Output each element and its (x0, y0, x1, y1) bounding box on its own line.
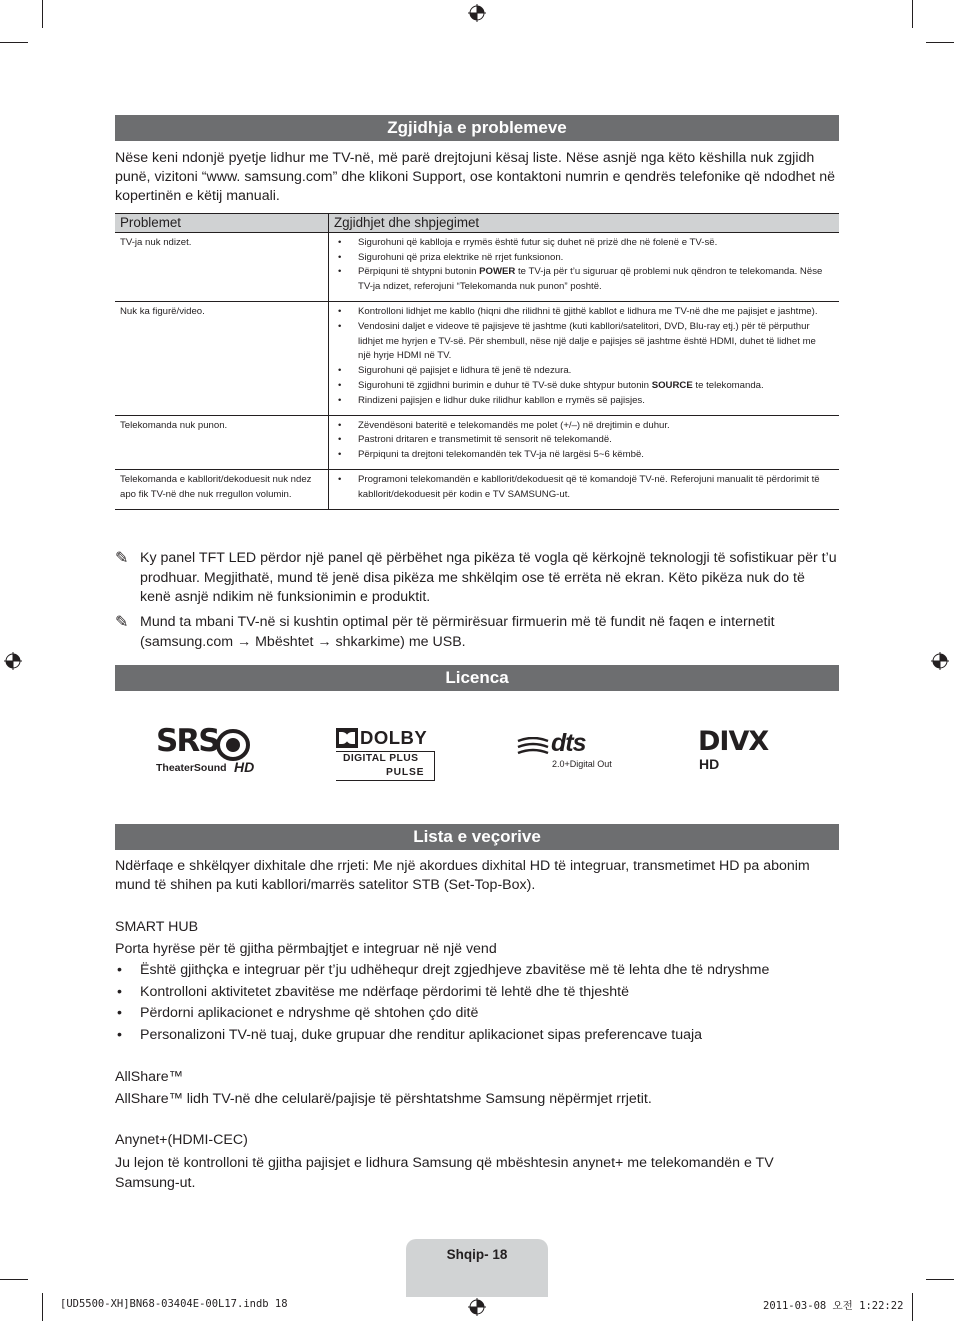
solution-text: Programoni telekomandën e kabllorit/dekoduesit që të komandojë TV-në. Referojuni manualit të përdorimit të kabllorit/dekoduesit për kodin e TV SAMSUNG-ut. (358, 473, 820, 500)
list-item (337, 379, 829, 394)
page-number: Shqip- 18 (446, 1247, 508, 1262)
list-item (337, 433, 829, 448)
dolby-pulse-text: PULSE (386, 767, 425, 778)
dolby-double-d-icon (336, 728, 358, 748)
solutions-cell (329, 232, 840, 301)
solutions-list (337, 473, 829, 503)
divx-hd-text: HD (699, 756, 720, 772)
crop-mark (0, 42, 28, 43)
solution-text: Sigurohuni të zgjidhni burimin e duhur të TV-së duke shtypur butonin (358, 379, 652, 391)
list-item (337, 305, 829, 320)
solution-text: Vendosini daljet e videove të pajisjeve të jashtme (kuti kabllori/satelitori, DVD, Blu-ray etj.) për të përputhur lidhjet me hyrjen e TV-së. Për shembull, nëse një dalje e pajisjes së jashtme është HDMI, duhet të lidhet me një hyrje HDMI në TV. (358, 320, 816, 362)
registration-mark-icon (468, 4, 486, 22)
allshare-description: AllShare™ lidh TV-në dhe celularë/pajisje të përshtatshme Samsung nëpërmjet rrjetit. (115, 1091, 652, 1107)
pencil-note-icon: ✎ (115, 550, 129, 567)
solution-text: Përpiquni të shtypni butonin (358, 266, 480, 278)
troubleshooting-table (115, 213, 839, 510)
solution-text: Pastroni dritaren e transmetimit të sensorit në telekomandë. (358, 434, 612, 446)
dts-waves-icon (516, 737, 550, 757)
footer-file-info: [UD5500-XH]BN68-03404E-00L17.indb 18 (60, 1298, 288, 1310)
solution-text: te telekomanda. (692, 379, 764, 391)
list-item (337, 236, 829, 251)
solutions-cell (329, 469, 840, 509)
solution-text: Rindizeni pajisjen e lidhur duke rilidhur kabllon e rrymës së pajisjes. (358, 394, 645, 406)
list-item: • Kontrolloni aktivitetet zbavitëse me ndërfaqe përdorimi të lehtë dhe të thjeshtë (115, 984, 839, 1006)
remote-key-name: POWER (479, 266, 516, 278)
dolby-digital-plus-box (336, 751, 435, 781)
table-header-row (115, 214, 839, 233)
crop-mark (912, 0, 913, 28)
table-row (115, 469, 839, 509)
dolby-digital-plus-text: DIGITAL PLUS (343, 753, 419, 764)
features-intro: Ndërfaqe e shkëlqyer dixhitale dhe rrjeti: Me një akordues dixhital HD të integruar, transmetimet HD pa abonim mund të shihen pa kuti kabllori/marrës satelitor STB (Set-Top-Box). (115, 858, 810, 893)
problem-cell: TV-ja nuk ndizet. (115, 232, 329, 301)
solution-text: Përpiquni ta drejtoni telekomandën tek TV-ja në largësi 5~6 këmbë. (358, 449, 644, 461)
footer-date: 2011-03-08 오전 1:22:22 (763, 1300, 904, 1312)
section-header-troubleshooting: Zgjidhja e problemeve (115, 115, 839, 141)
anynet-description: Ju lejon të kontrolloni të gjitha pajisjet e lidhura Samsung që mbështesin anynet+ me telekomandën e TV Samsung-ut. (115, 1155, 774, 1191)
list-item (337, 265, 829, 295)
note-panel (115, 549, 839, 608)
solution-text: Kontrolloni lidhjet me kabllo (hiqni dhe rilidhni të gjithë kabllot e lidhura me TV-në dhe me pajisjet e jashtme). (358, 305, 818, 317)
dts-digital-out-logo (516, 729, 620, 775)
note-text: Ky panel TFT LED përdor një panel që përbëhet nga pikëza të vogla që kërkojnë teknologji të sofistikuar për t’u prodhuar. Megjithatë, mund të jenë disa pikëza me shkëlqim ose të errëta në ekran. Këto pikëza nuk do të kenë asnjë ndikim në funksionimin e produktit. (140, 550, 837, 605)
srs-hd-text: HD (234, 759, 255, 775)
list-item (337, 473, 829, 503)
dts-digital-out-text: 2.0+Digital Out (552, 759, 612, 769)
problem-cell: Nuk ka figurë/video. (115, 301, 329, 415)
crop-mark (0, 1279, 28, 1280)
list-item (337, 419, 829, 434)
crop-mark (926, 42, 954, 43)
crop-mark (926, 1279, 954, 1280)
srs-circle-icon (216, 729, 250, 761)
anynet-title: Anynet+(HDMI-CEC) (115, 1132, 248, 1148)
page-number-tab (406, 1239, 548, 1297)
list-item (337, 394, 829, 409)
registration-mark-icon (4, 652, 22, 670)
list-item: • Është gjithçka e integruar për t’ju udhëhequr drejt zgjedhjeve zbavitëse më të lehta dhe të ndryshme (115, 962, 839, 984)
srs-theatersound-text: TheaterSound (156, 762, 227, 774)
solution-text: Sigurohuni që kablloja e rrymës është futur siç duhet në prizë dhe në folenë e TV-së. (358, 236, 718, 248)
solution-text: Zëvendësoni bateritë e telekomandës me polet (+/–) në drejtimin e duhur. (358, 419, 670, 431)
note-firmware (115, 613, 839, 652)
table-row (115, 232, 839, 301)
problem-cell: Telekomanda e kabllorit/dekoduesit nuk ndez apo fik TV-në dhe nuk rregullon volumin. (115, 469, 329, 509)
crop-mark (912, 1293, 913, 1321)
srs-theatersound-hd-logo (156, 723, 258, 777)
list-item (337, 448, 829, 463)
solutions-cell (329, 301, 840, 415)
registration-mark-icon (931, 652, 949, 670)
remote-key-name: SOURCE (651, 379, 693, 391)
solution-text: te TV-ja për t’u siguruar që problemi nuk qëndron te telekomanda. Nëse TV-ja ndizet, referojuni “Telekomanda nuk punon” poshtë. (358, 266, 823, 293)
crop-mark (42, 1293, 43, 1321)
allshare-title: AllShare™ (115, 1069, 183, 1085)
solution-text: Sigurohuni që pajisjet e lidhura të jenë të ndezura. (358, 365, 572, 377)
column-header-problems: Problemet (115, 214, 329, 233)
srs-logo-text: SRS (156, 723, 219, 759)
section-header-license: Licenca (115, 665, 839, 691)
list-item: • Përdorni aplikacionet e ndryshme që shtohen çdo ditë (115, 1005, 839, 1027)
troubleshooting-intro: Nëse keni ndonjë pyetje lidhur me TV-në, më parë drejtojuni kësaj liste. Nëse asnjë nga këto këshilla nuk zgjidh punë, vizitoni “www. samsung.com” dhe klikoni Support, ose kontaktoni numrin e qendrës telefonike që ndodhet në kopertinën e këtij manuali. (115, 150, 836, 204)
solutions-cell (329, 415, 840, 469)
crop-mark (42, 0, 43, 28)
column-header-solutions: Zgjidhjet dhe shpjegimet (329, 214, 840, 233)
solutions-list (337, 236, 829, 295)
list-item (337, 320, 829, 364)
divx-text: DIVX (698, 726, 769, 757)
problem-cell: Telekomanda nuk punon. (115, 415, 329, 469)
note-text: Mund ta mbani TV-në si kushtin optimal për të përmirësuar firmuerin më të fundit në faqen e internetit (samsung.com → Mbështet → shkarkime) me USB. (140, 614, 775, 650)
section-header-features: Lista e veçorive (115, 824, 839, 850)
smart-hub-title: SMART HUB (115, 919, 199, 935)
list-item (337, 364, 829, 379)
dolby-text: DOLBY (360, 727, 428, 748)
smart-hub-bullets (115, 962, 839, 1048)
table-row (115, 415, 839, 469)
divx-hd-logo (698, 726, 798, 774)
table-row (115, 301, 839, 415)
dolby-digital-plus-pulse-logo (336, 728, 438, 782)
list-item: • Personalizoni TV-në tuaj, duke grupuar dhe renditur aplikacionet sipas preferencave tuaja (115, 1027, 839, 1049)
solution-text: Sigurohuni që priza elektrike në rrjet funksionon. (358, 251, 564, 263)
registration-mark-icon (468, 1298, 486, 1316)
solutions-list (337, 419, 829, 463)
solutions-list (337, 305, 829, 409)
smart-hub-description: Porta hyrëse për të gjitha përmbajtjet e integruar në një vend (115, 941, 497, 957)
dts-text: dts (551, 729, 586, 757)
pencil-note-icon: ✎ (115, 614, 129, 631)
list-item (337, 251, 829, 266)
